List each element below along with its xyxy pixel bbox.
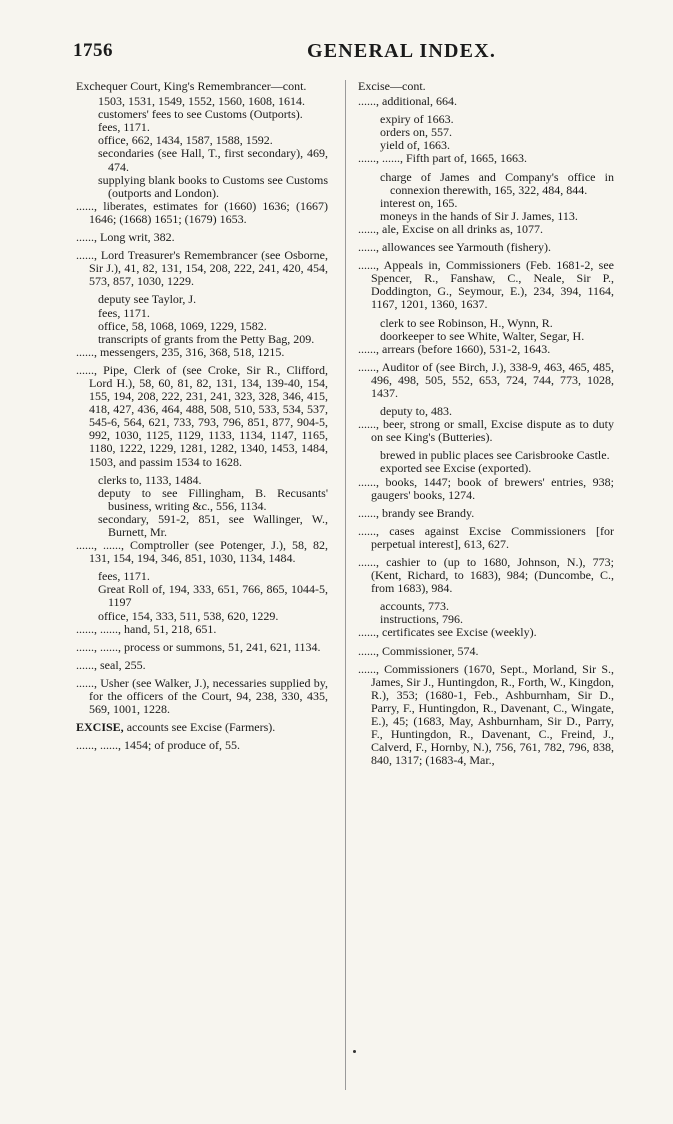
index-entry: ......, seal, 255. (76, 657, 146, 672)
index-subentry: doorkeeper to see White, Walter, Segar, H. (380, 328, 585, 343)
index-entry: ......, certificates see Excise (weekly). (358, 625, 537, 640)
index-subentry: office, 662, 1434, 1587, 1588, 1592. (98, 133, 273, 148)
index-entry: ......, brandy see Brandy. (358, 505, 475, 520)
index-entry: ......, ......, process or summons, 51, 241, 621, 1134. (76, 639, 321, 654)
index-entry: ......, beer, strong or small, Excise dispute as to duty on see King's (Butteries). (358, 417, 614, 445)
index-subentry: 1503, 1531, 1549, 1552, 1560, 1608, 1614. (98, 94, 305, 109)
right-column (358, 80, 614, 772)
index-subentry: deputy to see Fillingham, B. Recusants' business, writing &c., 556, 1134. (98, 485, 328, 513)
index-subentry: clerks to, 1133, 1484. (98, 472, 202, 487)
index-subentry: fees, 1171. (98, 305, 150, 320)
index-heading-continued: Exchequer Court, King's Remembrancer—cont. (76, 79, 307, 93)
index-subentry: accounts, 773. (380, 599, 449, 614)
printer-mark (353, 1050, 356, 1053)
index-subentry: fees, 1171. (98, 120, 150, 135)
index-entry: ......, ......, 1454; of produce of, 55. (76, 738, 240, 753)
index-entry: ......, messengers, 235, 316, 368, 518, 1215. (76, 344, 285, 359)
index-subentry: yield of, 1663. (380, 138, 450, 153)
index-subentry: fees, 1171. (98, 569, 150, 584)
running-title: GENERAL INDEX. (306, 40, 497, 62)
index-subentry: deputy see Taylor, J. (98, 292, 197, 307)
index-subentry: brewed in public places see Carisbrooke Castle. (380, 448, 610, 463)
index-entry: ......, liberates, estimates for (1660) 1636; (1667) 1646; (1668) 1651; (1679) 1653. (76, 198, 328, 226)
index-entry: ......, Usher (see Walker, J.), necessaries supplied by, for the officers of the Court, 94, 238, 330, 435, 569, 1001, 1228. (76, 675, 328, 717)
index-entry: ......, Auditor of (see Birch, J.), 338-9, 463, 465, 485, 496, 498, 505, 552, 653, 724, 744, 773, 1028, 1437. (358, 359, 614, 400)
index-entry: ......, ale, Excise on all drinks as, 1077. (358, 221, 543, 236)
index-entry: ......, additional, 664. (358, 94, 457, 109)
index-main-heading-word: EXCISE, (76, 720, 124, 735)
index-entry: ......, cases against Excise Commissioners [for perpetual interest], 613, 627. (358, 523, 614, 551)
index-subentry: secondaries (see Hall, T., first secondary), 469, 474. (98, 146, 328, 174)
index-subentry: transcripts of grants from the Petty Bag, 209. (98, 331, 315, 346)
index-subentry: instructions, 796. (380, 612, 463, 627)
index-subentry: expiry of 1663. (380, 112, 454, 127)
index-entry: ......, Pipe, Clerk of (see Croke, Sir R., Clifford, Lord H.), 58, 60, 81, 82, 131, 134, 139-40, 154, 155, 194, 208, 222, 231, 241, 323, 328, 346, 415, 418, 427, 436, 464, 488, 508, 510, 533, 534, 537, 545-6, 564, 621, 733, 793, 796, 851, 877, 904-5, 992, 1030, 1125, 1129, 1133, 1134, 1147, 1165, 1180, 1222, 1229, 1281, 1282, 1340, 1453, 1484, 1503, and passim 1534 to 1628. (76, 362, 328, 469)
page-header (70, 40, 653, 70)
index-entry: ......, Long writ, 382. (76, 230, 175, 245)
index-subentry: office, 58, 1068, 1069, 1229, 1582. (98, 318, 267, 333)
index-entry: ......, cashier to (up to 1680, Johnson, N.), 773; (Kent, Richard, to 1683), 984; (Duncombe, C., from 1683), 984. (358, 555, 614, 596)
left-column (76, 80, 328, 757)
index-subentry: orders on, 557. (380, 125, 452, 140)
index-main-heading-text: accounts see Excise (Farmers). (123, 720, 276, 735)
index-entry: ......, Appeals in, Commissioners (Feb. 1681-2, see Spencer, R., Fanshaw, C., Neale, Sir P., Doddington, G., Seymour, E.), 234, 394, 1164, 1167, 1201, 1360, 1637. (358, 258, 614, 312)
index-subentry: Great Roll of, 194, 333, 651, 766, 865, 1044-5, 1197 (98, 582, 328, 610)
index-entry: ......, ......, Fifth part of, 1665, 1663. (358, 151, 527, 166)
index-entry: ......, allowances see Yarmouth (fishery). (358, 240, 551, 255)
index-main-heading (76, 721, 328, 734)
index-subentry: interest on, 165. (380, 195, 458, 210)
index-entry: ......, arrears (before 1660), 531-2, 1643. (358, 341, 551, 356)
index-heading-continued: Excise—cont. (358, 79, 426, 93)
index-entry: ......, ......, Comptroller (see Potenger, J.), 58, 82, 131, 154, 194, 346, 851, 1030, 1134, 1484. (76, 538, 328, 566)
index-entry: ......, books, 1447; book of brewers' entries, 938; gaugers' books, 1274. (358, 474, 614, 502)
page-number: 1756 (73, 40, 113, 61)
index-subentry: charge of James and Company's office in connexion therewith, 165, 322, 484, 844. (380, 169, 614, 197)
index-subentry: supplying blank books to Customs see Customs (outports and London). (98, 172, 328, 200)
index-subentry: customers' fees to see Customs (Outports). (98, 107, 303, 122)
column-divider (345, 80, 346, 1090)
index-subentry: clerk to see Robinson, H., Wynn, R. (380, 315, 553, 330)
index-subentry: secondary, 591-2, 851, see Wallinger, W., Burnett, Mr. (98, 511, 328, 539)
index-subentry: exported see Excise (exported). (380, 461, 532, 476)
index-entry: ......, Commissioner, 574. (358, 643, 479, 658)
index-entry: ......, Lord Treasurer's Remembrancer (see Osborne, Sir J.), 41, 82, 131, 154, 208, 222, 241, 420, 454, 573, 857, 1030, 1229. (76, 248, 328, 289)
index-subentry: moneys in the hands of Sir J. James, 113. (380, 208, 578, 223)
index-entry: ......, Commissioners (1670, Sept., Morland, Sir S., James, Sir J., Huntingdon, R., Forth, W., Kingdon, R.), 353; (1680-1, Feb., Ashburnham, Sir D., Parry, F., Huntingdon, R., Davenant, C., Wingate, E.), 45; (1683, May, Ashburnham, Sir D., Parry, F., Huntingdon, R., Davenant, C., Freind, J., Calverd, F., Hornby, N.), 756, 761, 782, 796, 838, 840, 1317; (1683-4, Mar., (358, 661, 614, 768)
index-subentry: office, 154, 333, 511, 538, 620, 1229. (98, 608, 279, 623)
index-entry: ......, ......, hand, 51, 218, 651. (76, 621, 217, 636)
index-subentry: deputy to, 483. (380, 404, 452, 419)
